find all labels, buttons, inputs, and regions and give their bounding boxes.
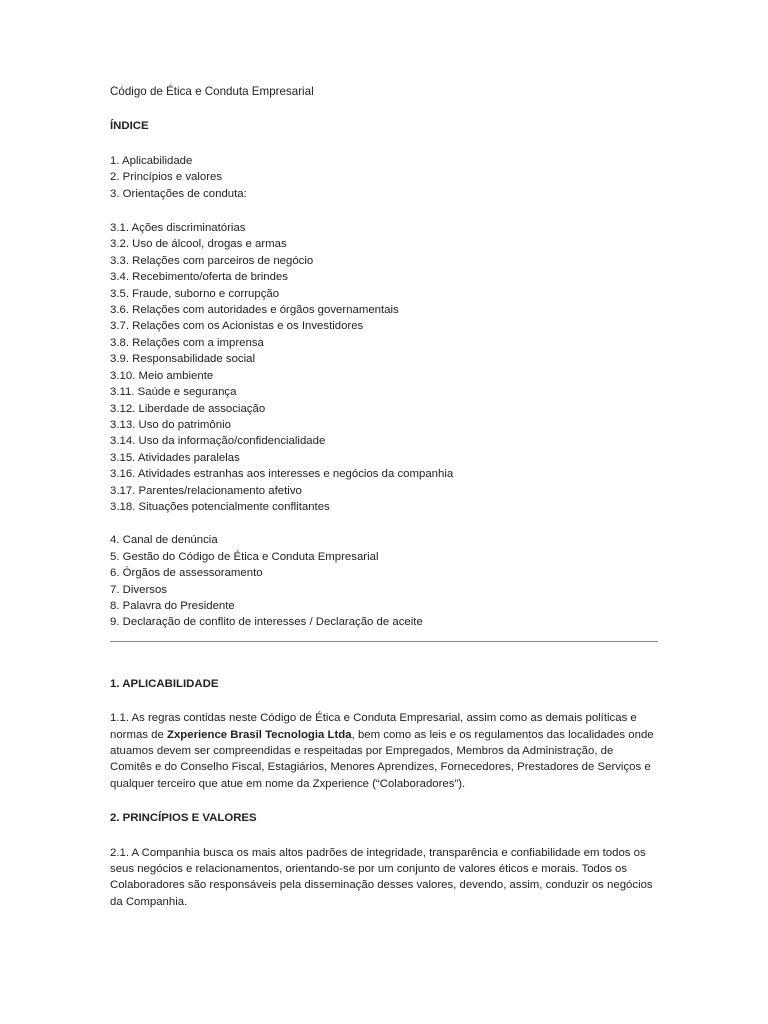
toc-item: 6. Órgãos de assessoramento [110, 567, 263, 580]
toc-item: 3.1. Ações discriminatórias [110, 222, 246, 235]
toc-group-main [110, 153, 658, 202]
toc-item: 3.4. Recebimento/oferta de brindes [110, 271, 288, 284]
toc-item: 4. Canal de denúncia [110, 534, 218, 547]
toc-item: 3.16. Atividades estranhas aos interesses e negócios da companhia [110, 468, 454, 481]
toc-item: 3.12. Liberdade de associação [110, 402, 266, 415]
section-heading-aplicabilidade: 1. APLICABILIDADE [110, 677, 219, 690]
toc-group-other [110, 532, 658, 630]
toc-item: 5. Gestão do Código de Ética e Conduta Empresarial [110, 550, 379, 563]
toc-item: 3.15. Atividades paralelas [110, 451, 240, 464]
paragraph-2-1: 2.1. A Companhia busca os mais altos padrões de integridade, transparência e confiabilidade em todos os seus negócios e relacionamentos, orientando-se por um conjunto de valores éticos e morais. Todos os Colaboradores são responsáveis pela disseminação desses valores, devendo, assim, conduzir os negócios da Companhia. [110, 846, 653, 908]
toc-item: 3.9. Responsabilidade social [110, 353, 256, 366]
company-name: Zxperience Brasil Tecnologia Ltda [166, 728, 352, 741]
paragraph-text: , bem como as leis e os regulamentos das localidades onde atuamos devem ser compreendidas e respeitadas por Empregados, Membros da Administração, de Comitês e do Conselho Fiscal, Estagiários, Menores Aprendizes, Fornecedores, Prestadores de Serviços e qualquer terceiro que atue em nome da Zxperience (“Colaboradores”). [110, 728, 654, 790]
paragraph-1-1 [110, 710, 658, 792]
toc-item: 3.13. Uso do patrimônio [110, 418, 231, 431]
section-divider [110, 641, 658, 642]
toc-item: 3.6. Relações com autoridades e órgãos governamentais [110, 304, 399, 317]
toc-item: 3. Orientações de conduta: [110, 187, 247, 200]
document-title: Código de Ética e Conduta Empresarial [110, 85, 314, 98]
document-page [110, 84, 658, 910]
toc-item: 2. Princípios e valores [110, 171, 223, 184]
paragraph-text: 1.1. As regras contidas neste Código de Ética e Conduta Empresarial, assim como as demais políticas e normas de [110, 712, 637, 741]
toc-item: 3.18. Situações potencialmente conflitantes [110, 500, 330, 513]
toc-item: 3.3. Relações com parceiros de negócio [110, 254, 314, 267]
toc-item: 1. Aplicabilidade [110, 154, 193, 167]
toc-item: 3.5. Fraude, suborno e corrupção [110, 287, 280, 300]
index-heading: ÍNDICE [110, 120, 149, 133]
toc-item: 3.10. Meio ambiente [110, 369, 214, 382]
toc-item: 3.11. Saúde e segurança [110, 386, 237, 399]
toc-item: 3.2. Uso de álcool, drogas e armas [110, 238, 287, 251]
toc-item: 3.7. Relações com os Acionistas e os Investidores [110, 320, 364, 333]
section-heading-principios: 2. PRINCÍPIOS E VALORES [110, 812, 257, 825]
toc-item: 7. Diversos [110, 583, 167, 596]
toc-item: 9. Declaração de conflito de interesses / Declaração de aceite [110, 616, 423, 629]
toc-item: 3.17. Parentes/relacionamento afetivo [110, 484, 302, 497]
toc-item: 3.8. Relações com a imprensa [110, 336, 264, 349]
toc-item: 8. Palavra do Presidente [110, 599, 235, 612]
toc-item: 3.14. Uso da informação/confidencialidade [110, 435, 326, 448]
toc-group-conduct [110, 220, 658, 515]
